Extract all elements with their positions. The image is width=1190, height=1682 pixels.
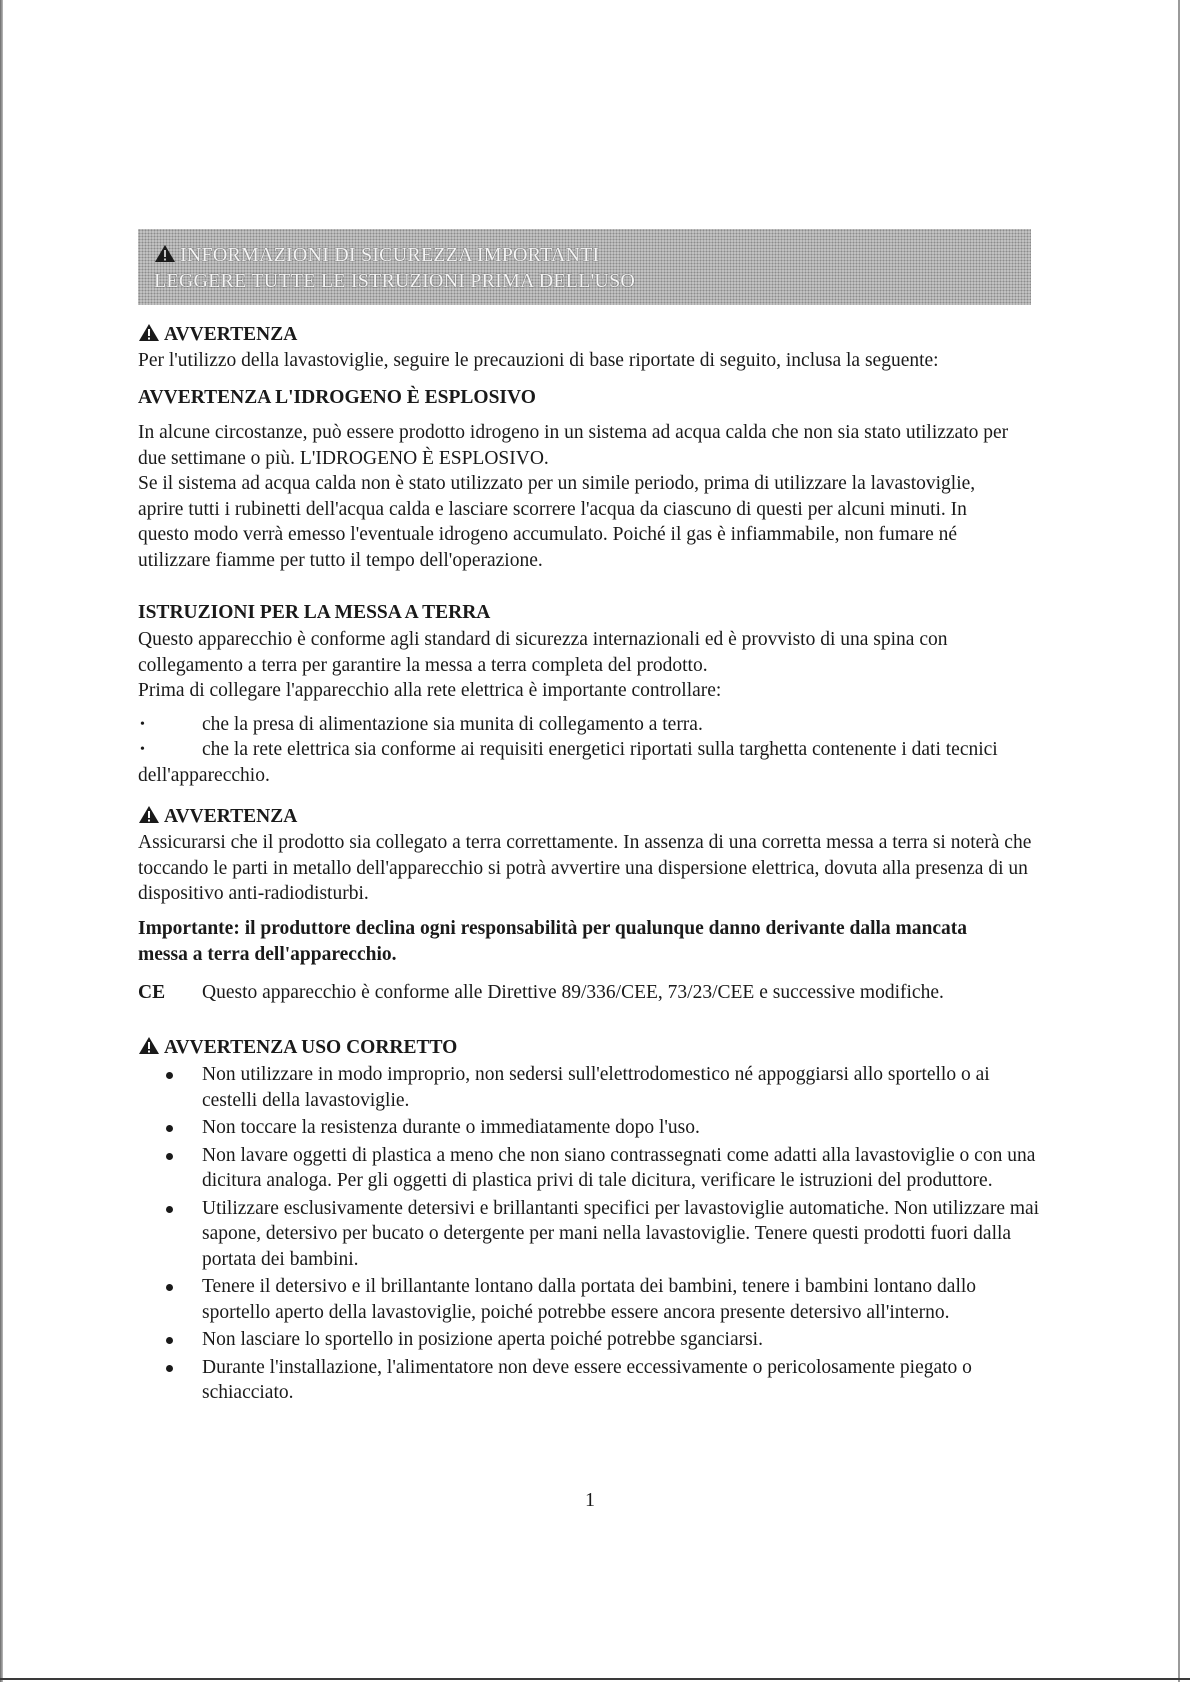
warning-triangle-icon <box>154 244 176 263</box>
list-item-text: Utilizzare esclusivamente detersivi e brillantanti specifici per lavastoviglie automatiche. Non utilizzare mai sapone, detersivo per bucato o detergente per mani nella lavastoviglie. Tenere questi prodotti fuori dalla portata dei bambini. <box>202 1197 1040 1270</box>
bullet-mark <box>166 1153 173 1160</box>
page-number: 1 <box>585 1489 595 1511</box>
section3-body <box>138 627 1038 704</box>
section3-heading: ISTRUZIONI PER LA MESSA A TERRA <box>138 602 491 623</box>
ce-text: Questo apparecchio è conforme alle Direttive 89/336/CEE, 73/23/CEE e successive modifiche. <box>202 982 944 1003</box>
section2-heading: AVVERTENZA L'IDROGENO È ESPLOSIVO <box>138 387 536 408</box>
list-item <box>160 1115 1040 1141</box>
scan-edge-right <box>1178 0 1180 1682</box>
section3-text2: Prima di collegare l'apparecchio alla rete elettrica è importante controllare: <box>138 680 722 701</box>
list-item <box>160 1196 1040 1273</box>
list-item-text: Non toccare la resistenza durante o immediatamente dopo l'uso. <box>202 1117 700 1138</box>
banner-title <box>154 243 599 267</box>
usage-warnings-list <box>160 1062 1040 1408</box>
section5-heading <box>138 1035 457 1061</box>
bullet-mark <box>166 1337 173 1344</box>
list-item-text: Non lasciare lo sportello in posizione aperta poiché potrebbe sganciarsi. <box>202 1329 763 1350</box>
banner-title-text: INFORMAZIONI DI SICUREZZA IMPORTANTI <box>180 244 600 266</box>
section2-text1: In alcune circostanze, può essere prodotto idrogeno in un sistema ad acqua calda che non sia stato utilizzato per due settimane o più. L'IDROGENO È ESPLOSIVO. <box>138 422 1009 469</box>
section2-body <box>138 420 1018 573</box>
bullet-mark <box>166 1072 173 1079</box>
section5-heading-text: AVVERTENZA USO CORRETTO <box>164 1037 458 1058</box>
list-item <box>160 1062 1040 1113</box>
important-notice: Importante: il produttore declina ogni responsabilità per qualunque danno derivante dalla mancata messa a terra dell'apparecchio. <box>138 918 968 965</box>
scan-bottom-line <box>0 1678 1190 1680</box>
list-item <box>160 1327 1040 1353</box>
list-item-text: Tenere il detersivo e il brillantante lontano dalla portata dei bambini, tenere i bambini lontano dallo sportello aperto della lavastoviglie, poiché potrebbe essere ancora presente detersivo all'interno. <box>202 1276 977 1323</box>
list-item <box>160 1274 1040 1325</box>
bullet-mark: • <box>140 742 145 757</box>
list-item <box>160 1143 1040 1194</box>
list-item <box>160 1355 1040 1406</box>
section4-text: Assicurarsi che il prodotto sia collegato a terra correttamente. In assenza di una corretta messa a terra si noterà che toccando le parti in metallo dell'apparecchio si potrà avvertire una dispersione elettrica, dovuta alla presenza di un dispositivo anti-radiodisturbi. <box>138 832 1032 904</box>
bullet-mark <box>166 1125 173 1132</box>
section3-bullet-text: che la presa di alimentazione sia munita di collegamento a terra. <box>202 714 703 735</box>
bullet-mark <box>166 1206 173 1213</box>
section3-text1: Questo apparecchio è conforme agli standard di sicurezza internazionali ed è provvisto di una spina con collegamento a terra per garantire la messa a terra completa del prodotto. <box>138 629 948 676</box>
banner-subtitle: LEGGERE TUTTE LE ISTRUZIONI PRIMA DELL'USO <box>154 270 636 292</box>
bullet-mark: • <box>140 717 145 732</box>
bullet-mark <box>166 1365 173 1372</box>
scan-edge-left <box>0 0 3 1682</box>
section4-heading-text: AVVERTENZA <box>164 806 298 827</box>
warning-triangle-icon <box>138 805 160 824</box>
list-item-text: Non utilizzare in modo improprio, non sedersi sull'elettrodomestico né appoggiarsi allo sportello o ai cestelli della lavastoviglie. <box>202 1064 990 1111</box>
list-item-text: Durante l'installazione, l'alimentatore non deve essere eccessivamente o pericolosamente piegato o schiacciato. <box>202 1356 972 1403</box>
list-item-text: Non lavare oggetti di plastica a meno che non siano contrassegnati come adatti alla lavastoviglie o con una dicitura analoga. Per gli oggetti di plastica privi di tale dicitura, verificare le istruzioni del produttore. <box>202 1144 1036 1191</box>
bullet-mark <box>166 1284 173 1291</box>
warning-triangle-icon <box>138 323 160 342</box>
section3-bullet <box>138 712 1038 738</box>
section2-text2: Se il sistema ad acqua calda non è stato utilizzato per un simile periodo, prima di utilizzare la lavastoviglie, aprire tutti i rubinetti dell'acqua calda e lasciare scorrere l'acqua da ciascuno di questi per alcuni minuti. In questo modo verrà emesso l'eventuale idrogeno accumulato. Poiché il gas è infiammabile, non fumare né utilizzare fiamme per tutto il tempo dell'operazione. <box>138 473 976 571</box>
warning-triangle-icon <box>138 1036 160 1055</box>
ce-mark: CE <box>138 982 166 1003</box>
section1-heading <box>138 322 297 348</box>
section4-heading <box>138 804 297 830</box>
safety-banner <box>138 229 1031 305</box>
section3-bullet-text: che la rete elettrica sia conforme ai requisiti energetici riportati sulla targhetta contenente i dati tecnici dell'apparecchio. <box>138 739 998 786</box>
section1-heading-text: AVVERTENZA <box>164 324 298 345</box>
section1-text: Per l'utilizzo della lavastoviglie, seguire le precauzioni di base riportate di seguito, inclusa la seguente: <box>138 350 939 371</box>
section3-bullet <box>138 737 1038 788</box>
